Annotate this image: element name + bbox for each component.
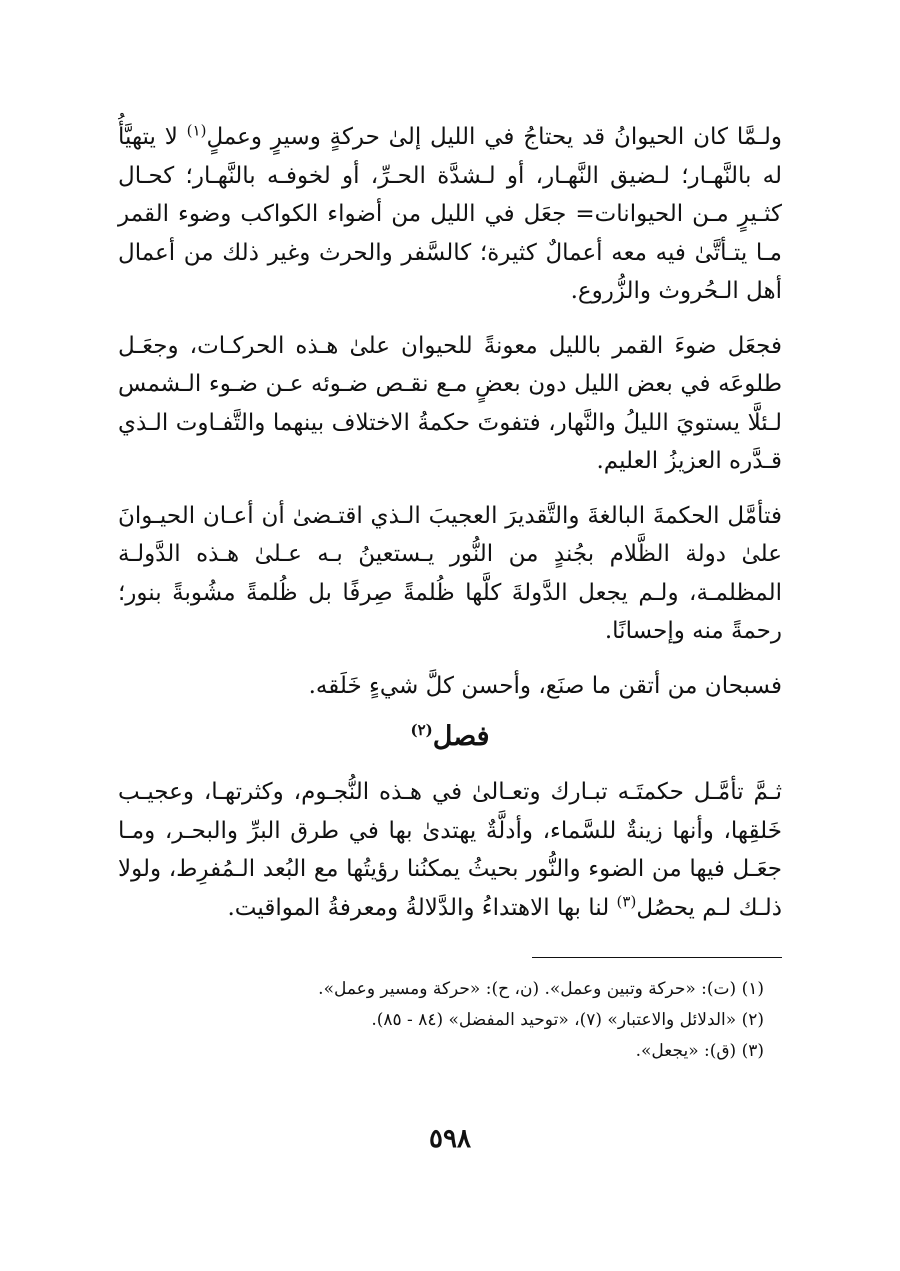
paragraph-2: فجعَل ضوءَ القمر بالليل معونةً للحيوان علىٰ هـذه الحركـات، وجعَـل طلوعَه في بعض الليل دون بعضٍ مـع نقـص ضـوئه عـن ضـوء الـشمس لـئلَّا يستويَ الليلُ والنَّهار، فتفوتَ حكمةُ الاختلاف بينهما والتَّفـاوت الـذي قـدَّره العزيزُ العليم. <box>118 332 782 474</box>
footnote-divider <box>532 957 782 958</box>
paragraph-1-text-start: ولـمَّا كان الحيوانُ قد يحتاجُ في الليل إلىٰ حركةٍ وسيرٍ وعملٍ <box>206 124 782 150</box>
footnote-marker-2: (٢) <box>410 721 433 739</box>
paragraph-3: فتأمَّل الحكمةَ البالغةَ والتَّقديرَ العجيبَ الـذي اقتـضىٰ أن أعـان الحيـوانَ علىٰ دولة الظَّلام بجُندٍ من النُّور يـستعينُ بـه عـلىٰ هـذه الدَّولـة المظلمـة، ولـم يجعل الدَّولةَ كلَّها ظُلمةً صِرفًا بل ظُلمةً مشُوبةً بنور؛ رحمةً منه وإحسانًا. <box>118 502 782 644</box>
footnote-marker-3: (٣) <box>616 891 637 910</box>
section-heading-title: فصل <box>432 721 490 752</box>
section-paragraph-text-end: لنا بها الاهتداءُ والدَّلالةُ ومعرفةُ المواقيت. <box>227 894 617 921</box>
footnote-3: (٣) (ق): «يجعل». <box>635 1041 764 1061</box>
paragraph-1-text-end: لا يتهيَّأُ له بالنَّهـار؛ لـضيق النَّهـار، أو لـشدَّة الحـرِّ، أو لخوفـه بالنَّهـار؛ كحـال كثـيرٍ مـن الحيوانات= جعَل في الليل من أضواء الكواكب وضوء القمر مـا يتـأتَّىٰ فيه معه أعمالٌ كثيرة؛ كالسَّفر والحرث وغير ذلك من أعمال أهل الـحُروث والزُّروع. <box>118 124 782 304</box>
paragraph-4: فسبحان من أتقن ما صنَع، وأحسن كلَّ شيءٍ خَلَقه. <box>308 672 782 699</box>
paragraph-1 <box>118 118 782 311</box>
page-number: ٥٩٨ <box>429 1124 471 1154</box>
section-heading <box>118 715 782 759</box>
section-paragraph-text-start: ثـمَّ تأمَّـل حكمتَـه تبـارك وتعـالىٰ في هـذه النُّجـوم، وكثرتهـا، وعجيـب خَلقِها، وأنها زينةٌ للسَّماء، وأدلَّةٌ يهتدىٰ بها في طرق البرِّ والبحـر، ومـا جعَـل فيها من الضوء والنُّور بحيثُ يمكنُنا رؤيتُها مع البُعد الـمُفرِط، ولولا ذلـك لـم يحصُل <box>118 779 782 921</box>
footnote-2: (٢) «الدلائل والاعتبار» (٧)، «توحيد المفضل» (٨٤ - ٨٥). <box>371 1010 764 1030</box>
footnotes <box>118 974 782 1067</box>
section-paragraph <box>118 773 782 927</box>
footnote-marker-1: (١) <box>186 121 207 140</box>
footnote-1: (١) (ت): «حركة وتبين وعمل». (ن، ح): «حركة ومسير وعمل». <box>318 979 764 999</box>
